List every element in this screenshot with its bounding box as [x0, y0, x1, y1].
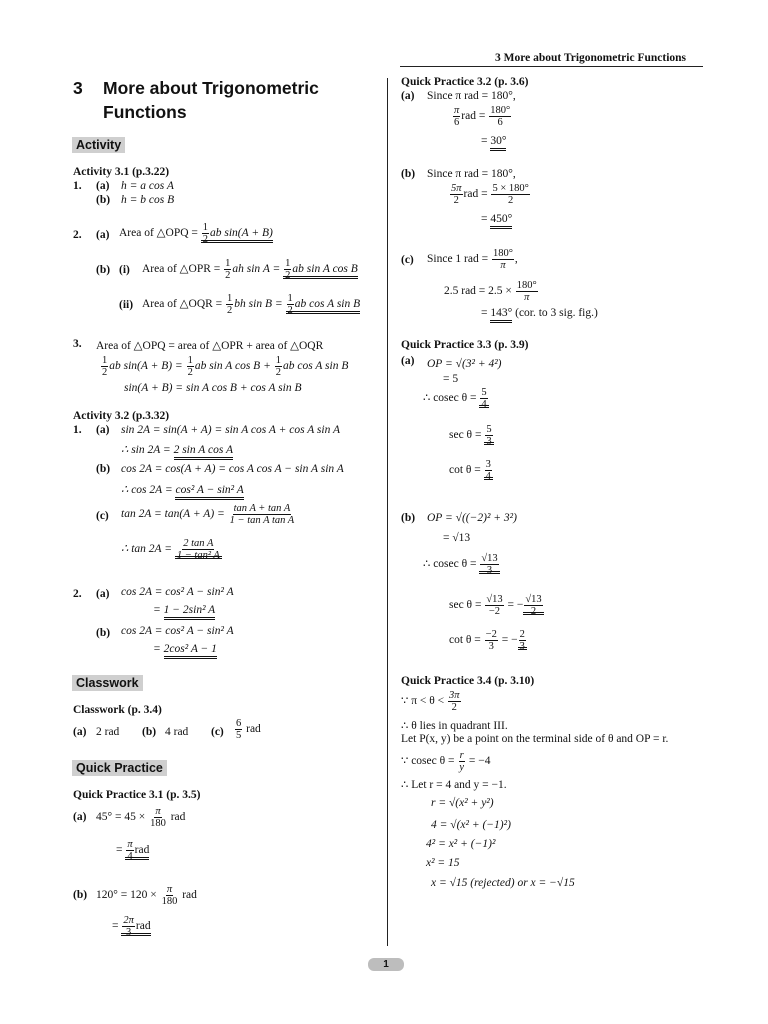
qp33-b-sec-den: −2	[488, 606, 501, 617]
qp34-l1-pre: ∵ π < θ <	[401, 695, 445, 708]
a32-q1b-l2-pre: ∴ cos 2A =	[121, 484, 176, 496]
qp34-l4-num: r	[459, 750, 464, 761]
qp33-b-cot-eq: = −	[501, 634, 518, 647]
a32-q1c-num: tan A + tan A	[233, 503, 291, 514]
a32-q1b-l2	[121, 482, 244, 496]
qp34-title: Quick Practice 3.4 (p. 3.10)	[401, 675, 535, 687]
qp34-l4-den: y	[459, 762, 465, 773]
qp33-a-cosec-den: 4	[481, 399, 487, 410]
a32-q1a-l2-ans: 2 sin A cos A	[174, 444, 233, 460]
activity-3-1-title: Activity 3.1 (p.3.22)	[73, 166, 170, 178]
qp33-a-l2: = 5	[443, 373, 459, 385]
classwork-c-den: 5	[236, 730, 242, 741]
qp31-title: Quick Practice 3.1 (p. 3.5)	[73, 789, 201, 801]
qp34-l9: x² = 15	[426, 857, 460, 869]
qp33-sec-pre: sec θ =	[449, 599, 482, 612]
a31-q2a: Area of △OPQ = $\frac{1}{2}$ ab sin(A + B)	[119, 222, 273, 245]
qp32-c-num1: 180°	[492, 248, 513, 259]
qp32-b-l3: = 450°	[481, 213, 512, 225]
qp34-l1	[401, 690, 462, 713]
label-2: 2.	[73, 588, 82, 600]
label-b: (b)	[96, 463, 111, 475]
qp33-a-sec-den: 3	[486, 436, 492, 447]
a32-q1a-l1: sin 2A = sin(A + A) = sin A cos A + cos A sin A	[121, 424, 341, 436]
running-header: 3 More about Trigonometric Functions	[495, 52, 687, 64]
qp33-a-cot	[449, 459, 493, 482]
label-c: (c)	[211, 726, 224, 738]
qp32-a-l3: = 30°	[481, 135, 506, 147]
label-a: (a)	[96, 588, 110, 600]
qp33-cosec-pre: ∴ cosec θ =	[423, 558, 477, 571]
qp32-c-note: (cor. to 3 sig. fig.)	[515, 307, 598, 319]
a31-q3-line3: sin(A + B) = sin A cos B + cos A sin B	[124, 382, 302, 394]
qp33-b-sec	[449, 594, 544, 617]
a32-q2b-l1: cos 2A = cos² A − sin² A	[121, 625, 234, 637]
chapter-title-line1: More about Trigonometric	[103, 78, 319, 98]
a32-q1c-l1	[121, 503, 296, 526]
qp32-c-pre: Since 1 rad =	[427, 253, 489, 266]
qp33-a-cot-num: 3	[485, 459, 491, 470]
label-b: (b)	[73, 889, 88, 901]
qp32-c-num2: 180°	[516, 280, 537, 291]
qp34-l8: 4² = x² + (−1)²	[426, 838, 496, 850]
qp32-b-l2: $\frac{5\pi}{2}$ rad = $\frac{5 \times 180^\circ}{2}$	[451, 183, 529, 206]
a31-q3-line1: Area of △OPQ = area of △OPR + area of △OQR	[96, 340, 324, 352]
qp32-a-l1: Since π rad = 180°,	[427, 90, 516, 102]
qp31-rad: rad	[134, 844, 150, 857]
a31-q2bii-mid: bh sin B =	[234, 298, 283, 311]
qp31-b-l1-den: 180	[161, 896, 178, 907]
qp31-a-l1-den: 180	[150, 818, 166, 829]
label-3: 3.	[73, 338, 82, 350]
qp34-l4-pre: ∵ cosec θ =	[401, 755, 455, 768]
label-2: 2.	[73, 229, 82, 241]
a31-q2a-expr: ab sin(A + B)	[210, 227, 273, 240]
chapter-title-line2: Functions	[103, 102, 187, 122]
label-a: (a)	[401, 355, 415, 367]
a31-q1b: h = b cos B	[121, 194, 175, 206]
label-a: (a)	[96, 229, 110, 241]
qp34-l2: ∴ θ lies in quadrant III.	[401, 720, 508, 732]
qp33-a-l1: OP = √(3² + 4²)	[427, 358, 502, 370]
qp34-l3: Let P(x, y) be a point on the terminal side of θ and OP = r.	[401, 733, 669, 745]
qp32-b-den2: 2	[508, 195, 514, 206]
a31-q3-l2c: ab cos A sin B	[282, 360, 349, 373]
a32-q2a-l1: cos 2A = cos² A − sin² A	[121, 586, 234, 598]
a32-q2b-l2: = 2cos² A − 1	[153, 643, 217, 655]
label-b: (b)	[401, 512, 416, 524]
qp32-b-ans: 450°	[490, 213, 512, 229]
a32-q1c-l2-pre: ∴ tan 2A =	[121, 543, 172, 556]
qp34-l1-num: 3π	[448, 690, 460, 701]
qp33-b-sec-eq: = −	[507, 599, 524, 612]
qp33-b-cosec-num: √13	[481, 553, 498, 564]
qp31-a-l2-num: π	[127, 839, 133, 850]
label-ii: (ii)	[119, 299, 134, 311]
classwork-b: 4 rad	[165, 726, 189, 738]
qp31-a-l1-pre: 45° = 45 ×	[96, 811, 146, 824]
a32-q1c-den: 1 − tan A tan A	[229, 515, 295, 526]
qp32-a-num2: 180°	[490, 105, 511, 116]
qp33-b-sec-den2: 2	[530, 606, 537, 617]
a31-q3-l2b: ab sin A cos B +	[194, 360, 271, 373]
qp31-b-l2: = $\frac{2\pi}{3}$ rad	[112, 915, 151, 938]
qp31-rad: rad	[135, 920, 151, 933]
qp34-l5: ∴ Let r = 4 and y = −1.	[401, 779, 507, 791]
label-1: 1.	[73, 180, 82, 192]
a31-q2bi: Area of △OPR = $\frac{1}{2}$ ah sin A = $\frac{1}{2}$ ab sin A cos B	[142, 258, 358, 281]
a31-q2bi-prefix: Area of △OPR =	[142, 263, 221, 276]
qp31-b-l2-num: 2π	[123, 915, 134, 926]
qp32-a-den1: 6	[454, 117, 460, 128]
qp32-c-l2-pre: 2.5 rad = 2.5 ×	[444, 285, 512, 298]
qp31-b-l1-pre: 120° = 120 ×	[96, 889, 157, 902]
qp31-b-l2-den: 3	[126, 927, 132, 938]
a31-q2bii-prefix: Area of △OQR =	[142, 298, 223, 311]
section-activity: Activity	[72, 137, 125, 153]
classwork-c-num: 6	[236, 718, 242, 729]
label-b: (b)	[96, 194, 111, 206]
qp33-cot-pre: cot θ =	[449, 464, 481, 477]
label-b: (b)	[142, 726, 157, 738]
a32-q1c-l2-den: 1 − tan² A	[176, 550, 220, 561]
label-a: (a)	[401, 90, 415, 102]
chapter-number: 3	[73, 78, 83, 98]
qp33-b-cot-den2: 3	[519, 641, 525, 652]
label-b: (b)	[401, 168, 416, 180]
a32-q2a-l2-ans: 1 − 2sin² A	[164, 604, 216, 620]
qp31-a-l1	[96, 806, 185, 829]
a31-q3-line2: $\frac{1}{2}$ ab sin(A + B) = $\frac{1}{2}$ ab sin A cos B + $\frac{1}{2}$ ab cos A sin B	[102, 355, 349, 378]
qp32-b-den1: 2	[453, 195, 459, 206]
classwork-title: Classwork (p. 3.4)	[73, 704, 162, 716]
label-c: (c)	[401, 254, 414, 266]
label-a: (a)	[96, 180, 110, 192]
a32-q2a-l2: = 1 − 2sin² A	[153, 604, 215, 616]
a32-q1c-l2-num: 2 tan A	[183, 538, 214, 549]
qp32-c-l3: = 143° (cor. to 3 sig. fig.)	[481, 307, 598, 319]
a32-q1b-l1: cos 2A = cos(A + A) = cos A cos A − sin A sin A	[121, 463, 344, 475]
qp32-a-den2: 6	[497, 117, 503, 128]
qp33-b-cot-num2: 2	[519, 629, 525, 640]
column-divider	[387, 78, 388, 946]
qp32-c-l2	[444, 280, 539, 303]
a31-q2bi-ans: ab sin A cos B	[292, 263, 358, 276]
qp33-a-cosec-num: 5	[481, 387, 487, 398]
header-rule	[400, 66, 703, 67]
a32-q2b-l2-ans: 2cos² A − 1	[164, 643, 217, 659]
label-i: (i)	[119, 264, 130, 276]
page-number-badge	[368, 958, 404, 971]
qp33-a-cot-den: 4	[485, 471, 491, 482]
qp33-cosec-pre: ∴ cosec θ =	[423, 392, 477, 405]
a31-q2bi-mid: ah sin A =	[232, 263, 281, 276]
qp33-b-cosec	[423, 553, 500, 576]
a32-q1a-l2-pre: ∴ sin 2A =	[121, 444, 174, 456]
classwork-c-unit: rad	[246, 723, 261, 736]
qp33-b-l2: = √13	[443, 532, 471, 544]
a32-q1a-l2	[121, 442, 233, 456]
qp33-title: Quick Practice 3.3 (p. 3.9)	[401, 339, 529, 351]
activity-3-2-title: Activity 3.2 (p.3.32)	[73, 410, 170, 422]
a31-q2bii-ans: ab cos A sin B	[294, 298, 361, 311]
qp32-b-num2: 5 × 180°	[492, 183, 529, 194]
a32-q1b-l2-ans: cos² A − sin² A	[175, 484, 243, 500]
qp33-b-cot-num: −2	[485, 629, 497, 640]
qp32-c-ans: 143°	[490, 307, 512, 323]
qp33-b-l1: OP = √((−2)² + 3²)	[427, 512, 517, 524]
qp32-c-l1: Since 1 rad = $\frac{180^\circ}{\pi}$ ,	[427, 248, 518, 271]
qp34-l6: r = √(x² + y²)	[431, 797, 494, 809]
qp33-a-sec	[449, 424, 494, 447]
a31-q2a-prefix: Area of △OPQ =	[119, 227, 198, 240]
qp33-a-cosec	[423, 387, 489, 410]
qp32-a-ans: 30°	[490, 135, 506, 151]
label-b: (b)	[96, 264, 111, 276]
section-classwork: Classwork	[72, 675, 143, 691]
qp33-b-sec-num2: √13	[525, 594, 542, 605]
qp33-b-sec-num: √13	[486, 594, 503, 605]
qp33-sec-pre: sec θ =	[449, 429, 482, 442]
a32-q1c-pre: tan 2A = tan(A + A) =	[121, 508, 225, 521]
qp32-c-den2: π	[524, 292, 530, 303]
label-a: (a)	[73, 811, 87, 823]
qp32-b-num1: 5π	[451, 183, 462, 194]
qp32-title: Quick Practice 3.2 (p. 3.6)	[401, 76, 529, 88]
label-b: (b)	[96, 627, 111, 639]
classwork-a: 2 rad	[96, 726, 120, 738]
section-quick-practice: Quick Practice	[72, 760, 167, 776]
qp32-a-l2: $\frac{\pi}{6}$ rad = $\frac{180^\circ}{6}$	[454, 105, 511, 128]
qp33-cot-pre: cot θ =	[449, 634, 481, 647]
qp31-rad: rad	[182, 889, 197, 902]
label-a: (a)	[73, 726, 87, 738]
qp34-l4-post: = −4	[468, 755, 491, 768]
classwork-c	[234, 718, 261, 741]
a31-q1a: h = a cos A	[121, 180, 174, 192]
qp31-rad: rad	[170, 811, 186, 824]
qp31-a-l2: = $\frac{\pi}{4}$ rad	[116, 839, 150, 862]
a32-q1c-l2	[121, 538, 222, 561]
a31-q2bii: Area of △OQR = $\frac{1}{2}$ bh sin B = $\frac{1}{2}$ ab cos A sin B	[142, 293, 361, 316]
qp34-l7: 4 = √(x² + (−1)²)	[431, 819, 511, 831]
qp34-l10: x = √15 (rejected) or x = −√15	[431, 877, 575, 889]
label-a: (a)	[96, 424, 110, 436]
label-c: (c)	[96, 510, 109, 522]
a31-q3-l2a: ab sin(A + B) =	[109, 360, 183, 373]
page-number: 1	[383, 959, 389, 970]
qp31-a-l2-den: 4	[127, 851, 133, 862]
qp33-b-cot-den: 3	[488, 641, 494, 652]
qp32-a-num1: π	[454, 105, 460, 116]
qp33-a-sec-num: 5	[486, 424, 492, 435]
qp33-b-cot	[449, 629, 527, 652]
qp33-b-cosec-den: 3	[486, 565, 493, 576]
qp32-c-den1: π	[500, 260, 506, 271]
qp31-b-l1	[96, 884, 197, 907]
qp34-l4	[401, 750, 491, 773]
qp31-b-l1-num: π	[166, 884, 173, 895]
label-1: 1.	[73, 424, 82, 436]
qp34-l1-den: 2	[451, 702, 457, 713]
qp31-a-l1-num: π	[155, 806, 161, 817]
qp32-b-l1: Since π rad = 180°,	[427, 168, 516, 180]
